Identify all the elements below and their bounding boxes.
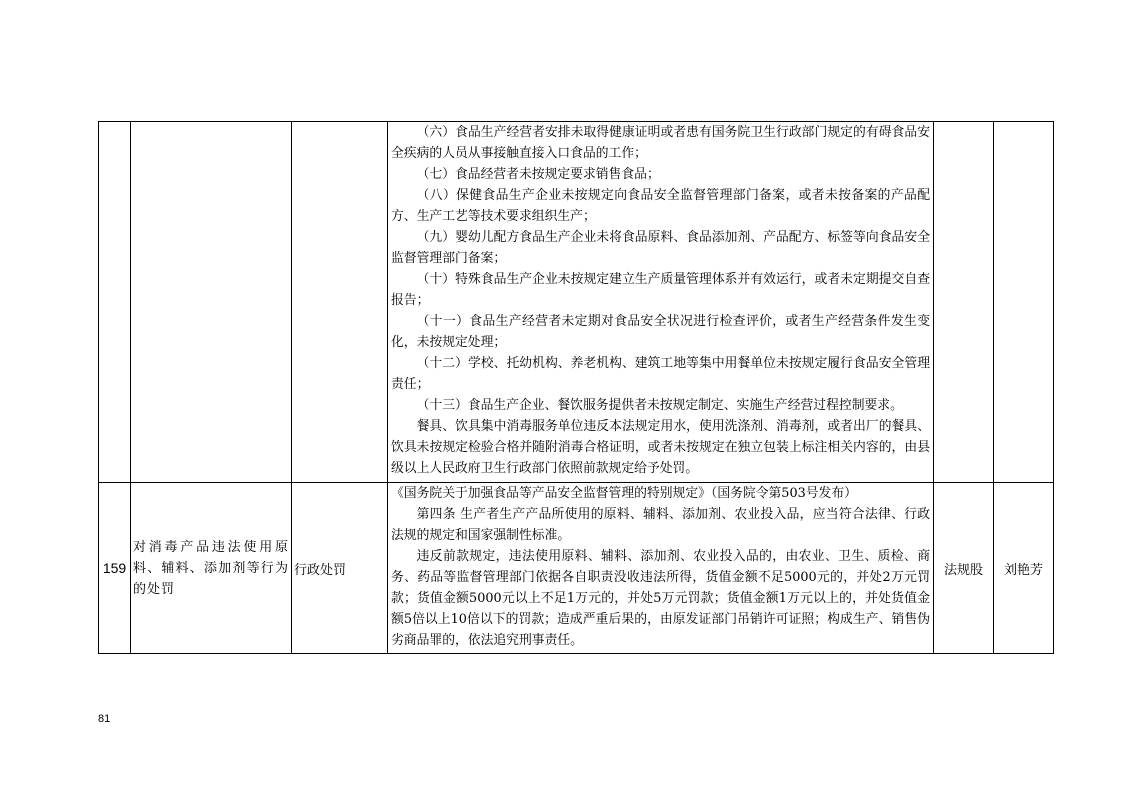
- row-number: 159: [99, 483, 131, 654]
- basis-paragraph: （九）婴幼儿配方食品生产企业未将食品原料、食品添加剂、产品配方、标签等向食品安全监督管理部门备案；: [391, 230, 930, 266]
- basis-paragraph: （十）特殊食品生产企业未按规定建立生产质量管理体系并有效运行，或者未定期提交自查报告；: [391, 272, 930, 308]
- basis-paragraph: 餐具、饮具集中消毒服务单位违反本法规定用水，使用洗涤剂、消毒剂，或者出厂的餐具、饮具未按规定检验合格并随附消毒合格证明，或者未按规定在独立包装上标注相关内容的，由县级以上人民政府卫生行政部门依照前款规定给予处罚。: [391, 419, 930, 476]
- cell-type-empty: [292, 122, 388, 483]
- basis-title: 《国务院关于加强食品等产品安全监督管理的特别规定》（国务院令第503号发布）: [391, 486, 857, 501]
- basis-paragraph: 违反前款规定，违法使用原料、辅料、添加剂、农业投入品的，由农业、卫生、质检、商务、药品等监督管理部门依据各自职责没收违法所得，货值金额不足5000元的，并处2万元罚款；货值金额5000元以上不足1万元的，并处5万元罚款；货值金额1万元以上的，并处货值金额5倍以上10倍以下的罚款；造成严重后果的，由原发证部门吊销许可证照；构成生产、销售伪劣商品罪的，依法追究刑事责任。: [391, 549, 930, 648]
- cell-person-empty: [994, 122, 1054, 483]
- basis-paragraph: 第四条 生产者生产产品所使用的原料、辅料、添加剂、农业投入品，应当符合法律、行政法规的规定和国家强制性标准。: [391, 507, 930, 543]
- table-row-159: [99, 483, 1054, 654]
- page-number: 81: [98, 713, 111, 725]
- table-row-continued: [99, 122, 1054, 483]
- basis-paragraph: （十三）食品生产企业、餐饮服务提供者未按规定制定、实施生产经营过程控制要求。: [416, 398, 903, 413]
- cell-basis-continued: [388, 122, 934, 483]
- authority-table: [98, 121, 1054, 654]
- cell-department-empty: [934, 122, 994, 483]
- basis-paragraph: （七）食品经营者未按规定要求销售食品；: [416, 167, 660, 182]
- cell-item-empty: [131, 122, 292, 483]
- responsible-person: 刘艳芳: [994, 483, 1054, 654]
- cell-number-empty: [99, 122, 131, 483]
- basis-paragraph: （八）保健食品生产企业未按规定向食品安全监督管理部门备案，或者未按备案的产品配方、生产工艺等技术要求组织生产；: [391, 188, 930, 224]
- penalty-type: 行政处罚: [292, 483, 388, 654]
- department: 法规股: [934, 483, 994, 654]
- item-name: 对消毒产品违法使用原料、辅料、添加剂等行为的处罚: [131, 483, 292, 654]
- basis-paragraph: （十一）食品生产经营者未定期对食品安全状况进行检查评价，或者生产经营条件发生变化，未按规定处理；: [391, 314, 930, 350]
- basis-paragraph: （十二）学校、托幼机构、养老机构、建筑工地等集中用餐单位未按规定履行食品安全管理责任；: [391, 356, 930, 392]
- basis-paragraph: （六）食品生产经营者安排未取得健康证明或者患有国务院卫生行政部门规定的有碍食品安全疾病的人员从事接触直接入口食品的工作；: [391, 125, 930, 161]
- cell-basis: [388, 483, 934, 654]
